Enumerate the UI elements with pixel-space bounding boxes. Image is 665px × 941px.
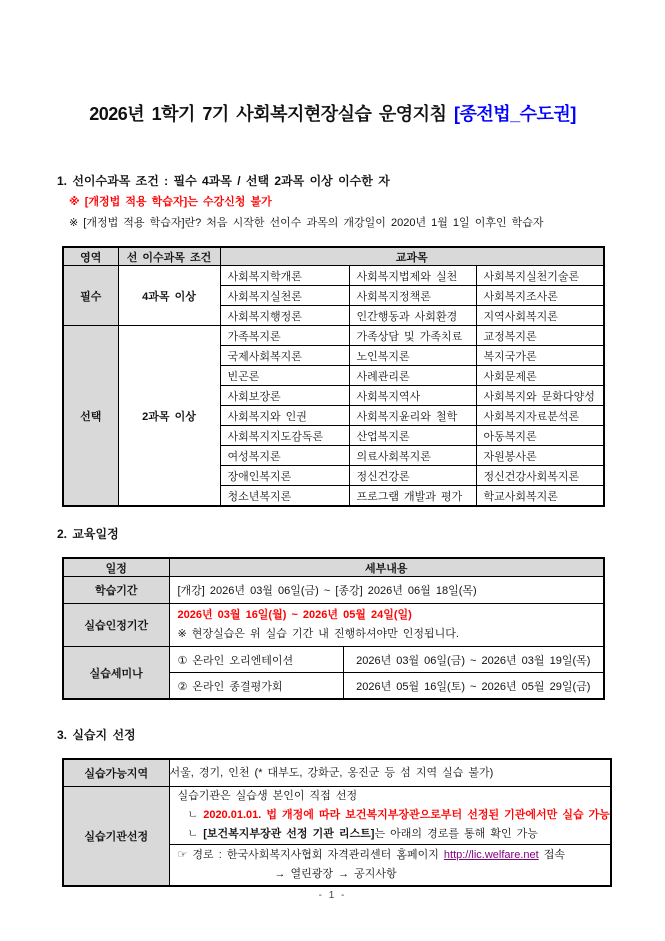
section3-heading: 3. 실습지 선정 — [57, 728, 136, 742]
course-cell: 교정복지론 — [476, 326, 604, 346]
course-cell: 장애인복지론 — [220, 466, 349, 486]
agency-line2 — [170, 806, 610, 825]
seminar2-name: ② 온라인 종결평가회 — [169, 673, 343, 700]
agency-selection-cell — [169, 787, 611, 845]
seminar1-name: ① 온라인 오리엔테이션 — [169, 647, 343, 673]
course-cell: 사회복지와 문화다양성 — [476, 386, 604, 406]
table-row — [63, 647, 604, 673]
course-cell: 사회복지자료분석론 — [476, 406, 604, 426]
course-cell: 학교사회복지론 — [476, 486, 604, 507]
agency-line3 — [170, 825, 610, 844]
study-period-label: 학습기간 — [63, 577, 169, 604]
agency-line2-red: 2020.01.01. 법 개정에 따라 보건복지부장관으로부터 선정된 기관에서만 실습 가능 — [203, 809, 610, 821]
seminar1-date: 2026년 03월 06일(금) ~ 2026년 03월 19일(목) — [343, 647, 604, 673]
course-cell: 인간행동과 사회환경 — [349, 306, 476, 326]
course-cell: 지역사회복지론 — [476, 306, 604, 326]
welfare-center-link[interactable]: http://lic.welfare.net — [443, 849, 539, 861]
course-cell: 국제사회복지론 — [220, 346, 349, 366]
table-row — [63, 759, 611, 787]
section1-note-plain: ※ [개정법 적용 학습자]란? 처음 시작한 선이수 과목의 개강일이 2020년 1월 1일 이후인 학습자 — [69, 217, 544, 229]
page-number: - 1 - — [318, 890, 347, 901]
seminar-label: 실습세미나 — [63, 647, 169, 700]
table-header-row — [63, 247, 604, 266]
course-cell: 자원봉사론 — [476, 446, 604, 466]
course-cell: 사회복지조사론 — [476, 286, 604, 306]
course-cell: 사회복지정책론 — [349, 286, 476, 306]
course-cell: 정신건강론 — [349, 466, 476, 486]
course-cell: 사회복지학개론 — [220, 266, 349, 286]
course-cell: 사회복지윤리와 철학 — [349, 406, 476, 426]
table-row — [63, 266, 604, 286]
page-title — [0, 0, 665, 126]
course-cell: 사회보장론 — [220, 386, 349, 406]
agency-line3-rest: 는 아래의 경로를 통해 확인 가능 — [374, 828, 538, 840]
section1-heading: 1. 선이수과목 조건 : 필수 4과목 / 선택 2과목 이상 이수한 자 — [57, 174, 390, 188]
col-header-area: 영역 — [63, 247, 118, 266]
table-row — [63, 326, 604, 346]
indent-marker: ㄴ — [187, 809, 199, 821]
course-cell: 사회복지지도감독론 — [220, 426, 349, 446]
path-cell — [169, 845, 611, 887]
course-cell: 사회복지실천기술론 — [476, 266, 604, 286]
course-cell: 사회복지역사 — [349, 386, 476, 406]
seminar2-date: 2026년 05월 16일(토) ~ 2026년 05월 29일(금) — [343, 673, 604, 700]
practice-period-note: ※ 현장실습은 위 실습 기간 내 진행하셔야만 인정됩니다. — [177, 628, 459, 640]
course-cell: 사례관리론 — [349, 366, 476, 386]
region-label: 실습가능지역 — [63, 759, 169, 787]
course-cell: 프로그램 개발과 평가 — [349, 486, 476, 507]
practice-period-value — [169, 604, 604, 647]
course-cell: 가족상담 및 가족치료 — [349, 326, 476, 346]
section2-heading: 2. 교육일정 — [57, 527, 119, 541]
title-region-tag: [종전법_수도권] — [453, 104, 576, 124]
table-row — [63, 577, 604, 604]
col-header-schedule: 일정 — [63, 558, 169, 577]
prerequisite-course-table — [62, 246, 605, 507]
area-elective-cell: 선택 — [63, 326, 118, 507]
course-cell: 아동복지론 — [476, 426, 604, 446]
path-prefix: ☞ 경로 : 한국사회복지사협회 자격관리센터 홈페이지 — [177, 849, 439, 861]
agency-line1: 실습기관은 실습생 본인이 직접 선정 — [177, 790, 358, 802]
table-row — [63, 604, 604, 647]
course-cell: 사회문제론 — [476, 366, 604, 386]
col-header-courses: 교과목 — [220, 247, 604, 266]
col-header-condition: 선 이수과목 조건 — [118, 247, 220, 266]
study-period-value: [개강] 2026년 03월 06일(금) ~ [종강] 2026년 06월 18일(목) — [169, 577, 604, 604]
path-line1 — [170, 846, 610, 865]
agency-label: 실습기관선정 — [63, 787, 169, 887]
course-cell: 정신건강사회복지론 — [476, 466, 604, 486]
table-header-row — [63, 558, 604, 577]
condition-required-cell: 4과목 이상 — [118, 266, 220, 326]
course-cell: 사회복지법제와 실천 — [349, 266, 476, 286]
course-cell: 사회복지행정론 — [220, 306, 349, 326]
col-header-detail: 세부내용 — [169, 558, 604, 577]
indent-marker: ㄴ — [187, 828, 199, 840]
course-cell: 의료사회복지론 — [349, 446, 476, 466]
course-cell: 여성복지론 — [220, 446, 349, 466]
course-cell: 가족복지론 — [220, 326, 349, 346]
course-cell: 사회복지와 인권 — [220, 406, 349, 426]
practice-period-label: 실습인정기간 — [63, 604, 169, 647]
area-required-cell: 필수 — [63, 266, 118, 326]
placement-table — [62, 758, 612, 887]
course-cell: 빈곤론 — [220, 366, 349, 386]
title-main: 2026년 1학기 7기 사회복지현장실습 운영지침 — [89, 104, 447, 124]
course-cell: 복지국가론 — [476, 346, 604, 366]
condition-elective-cell: 2과목 이상 — [118, 326, 220, 507]
practice-period-dates: 2026년 03월 16일(월) ~ 2026년 05월 24일(일) — [177, 609, 412, 621]
course-cell: 청소년복지론 — [220, 486, 349, 507]
course-cell: 산업복지론 — [349, 426, 476, 446]
course-cell: 노인복지론 — [349, 346, 476, 366]
schedule-table — [62, 557, 605, 700]
path-line2: → 열린광장 → 공지사항 — [274, 868, 397, 880]
path-suffix: 접속 — [543, 849, 566, 861]
table-row — [63, 787, 611, 845]
section1-note-red: ※ [개정법 적용 학습자]는 수강신청 불가 — [69, 196, 272, 208]
region-value: 서울, 경기, 인천 (* 대부도, 강화군, 옹진군 등 섬 지역 실습 불가) — [169, 759, 611, 787]
agency-line3-bold: [보건복지부장관 선정 기관 리스트] — [203, 828, 375, 840]
course-cell: 사회복지실천론 — [220, 286, 349, 306]
